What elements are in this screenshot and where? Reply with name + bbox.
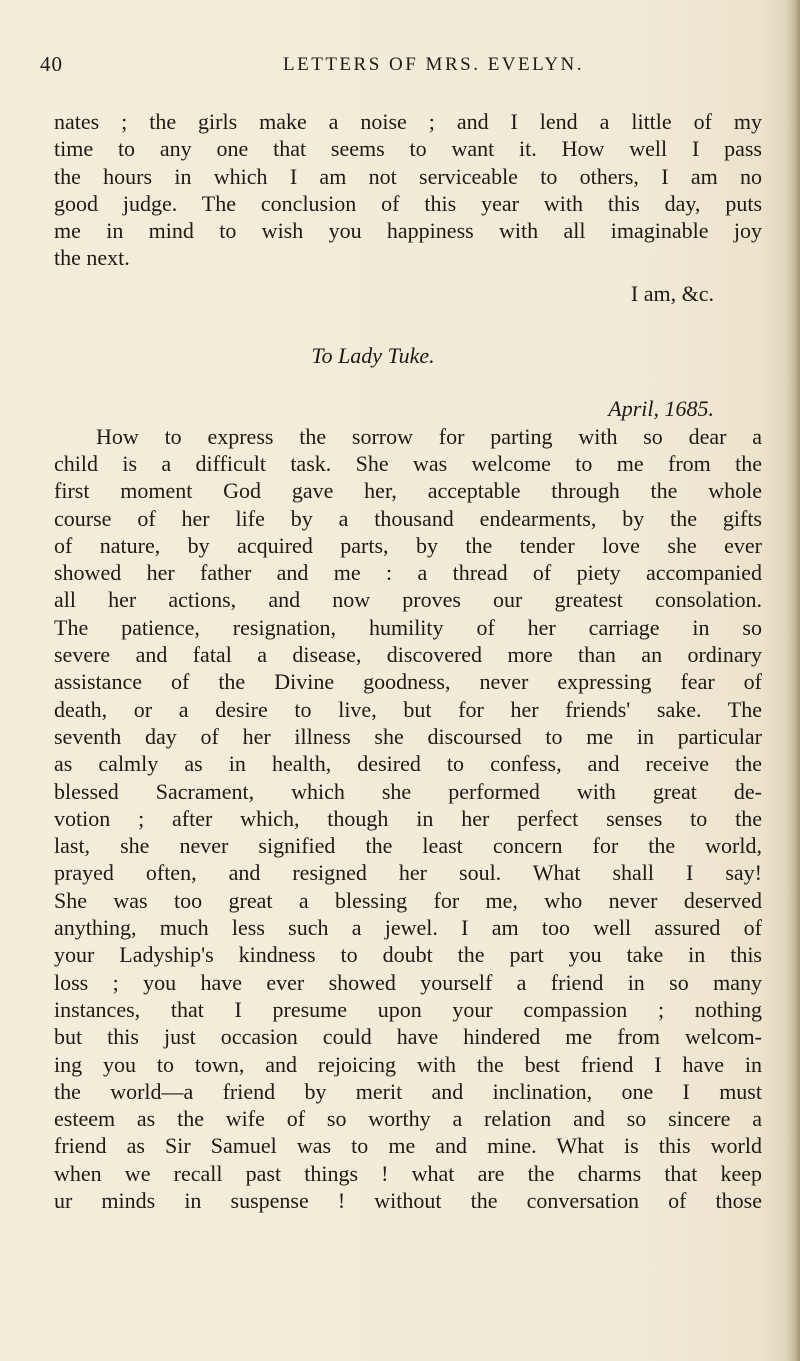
text-line: your Ladyship's kindness to doubt the part you take in this	[54, 942, 762, 968]
text-line: time to any one that seems to want it. How well I pass	[54, 136, 762, 162]
text-line: the next.	[54, 245, 130, 271]
text-line: course of her life by a thousand endearments, by the gifts	[54, 505, 762, 531]
text-line: prayed often, and resigned her soul. What shall I say!	[54, 860, 762, 886]
text-line: The patience, resignation, humility of her carriage in so	[54, 614, 762, 640]
text-line: votion ; after which, though in her perfect senses to the	[54, 805, 762, 831]
page-header	[40, 52, 760, 82]
text-line: showed her father and me : a thread of piety accompanied	[54, 560, 762, 586]
paragraph-2	[54, 423, 762, 1215]
text-line: death, or a desire to live, but for her friends' sake. The	[54, 696, 762, 722]
text-line: the world—a friend by merit and inclination, one I must	[54, 1078, 762, 1104]
text-line: ing you to town, and rejoicing with the best friend I have in	[54, 1051, 762, 1077]
text-line: all her actions, and now proves our greatest consolation.	[54, 587, 762, 613]
text-line: as calmly as in health, desired to confess, and receive the	[54, 751, 762, 777]
text-line: seventh day of her illness she discoursed to me in particular	[54, 723, 762, 749]
text-line: How to express the sorrow for parting with so dear a	[96, 423, 762, 449]
text-line: loss ; you have ever showed yourself a friend in so many	[54, 969, 762, 995]
text-line: nates ; the girls make a noise ; and I lend a little of my	[54, 109, 762, 134]
text-line: but this just occasion could have hindered me from welcom-	[54, 1024, 762, 1050]
text-line: severe and fatal a disease, discovered more than an ordinary	[54, 642, 762, 668]
paragraph-1	[54, 108, 762, 272]
text-line: good judge. The conclusion of this year with this day, puts	[54, 190, 762, 216]
text-line: child is a difficult task. She was welcome to me from the	[54, 450, 762, 476]
text-line: esteem as the wife of so worthy a relation and so sincere a	[54, 1106, 762, 1132]
text-line: me in mind to wish you happiness with all imaginable joy	[54, 218, 762, 244]
text-line: of nature, by acquired parts, by the tender love she ever	[54, 532, 762, 558]
page-edge-shadow	[786, 0, 800, 1361]
letter-text	[54, 108, 762, 1214]
text-line: anything, much less such a jewel. I am too well assured of	[54, 915, 762, 941]
text-line: friend as Sir Samuel was to me and mine. What is this world	[54, 1133, 762, 1159]
page-number: 40	[40, 52, 63, 76]
text-line: She was too great a blessing for me, who never deserved	[54, 887, 762, 913]
text-line: last, she never signified the least concern for the world,	[54, 833, 762, 859]
text-line: assistance of the Divine goodness, never expressing fear of	[54, 669, 762, 695]
text-line: the hours in which I am not serviceable to others, I am no	[54, 163, 762, 189]
text-line: first moment God gave her, acceptable through the whole	[54, 478, 762, 504]
text-line: when we recall past things ! what are the charms that keep	[54, 1160, 762, 1186]
letter-closing: I am, &c.	[630, 280, 714, 306]
text-line: ur minds in suspense ! without the conversation of those	[54, 1187, 762, 1213]
text-line: instances, that I presume upon your compassion ; nothing	[54, 996, 762, 1022]
letter-addressee: To Lady Tuke.	[311, 343, 435, 369]
letter-dateline: April, 1685.	[608, 396, 714, 422]
text-line: blessed Sacrament, which she performed with great de-	[54, 778, 762, 804]
running-title: LETTERS OF MRS. EVELYN.	[283, 54, 585, 75]
